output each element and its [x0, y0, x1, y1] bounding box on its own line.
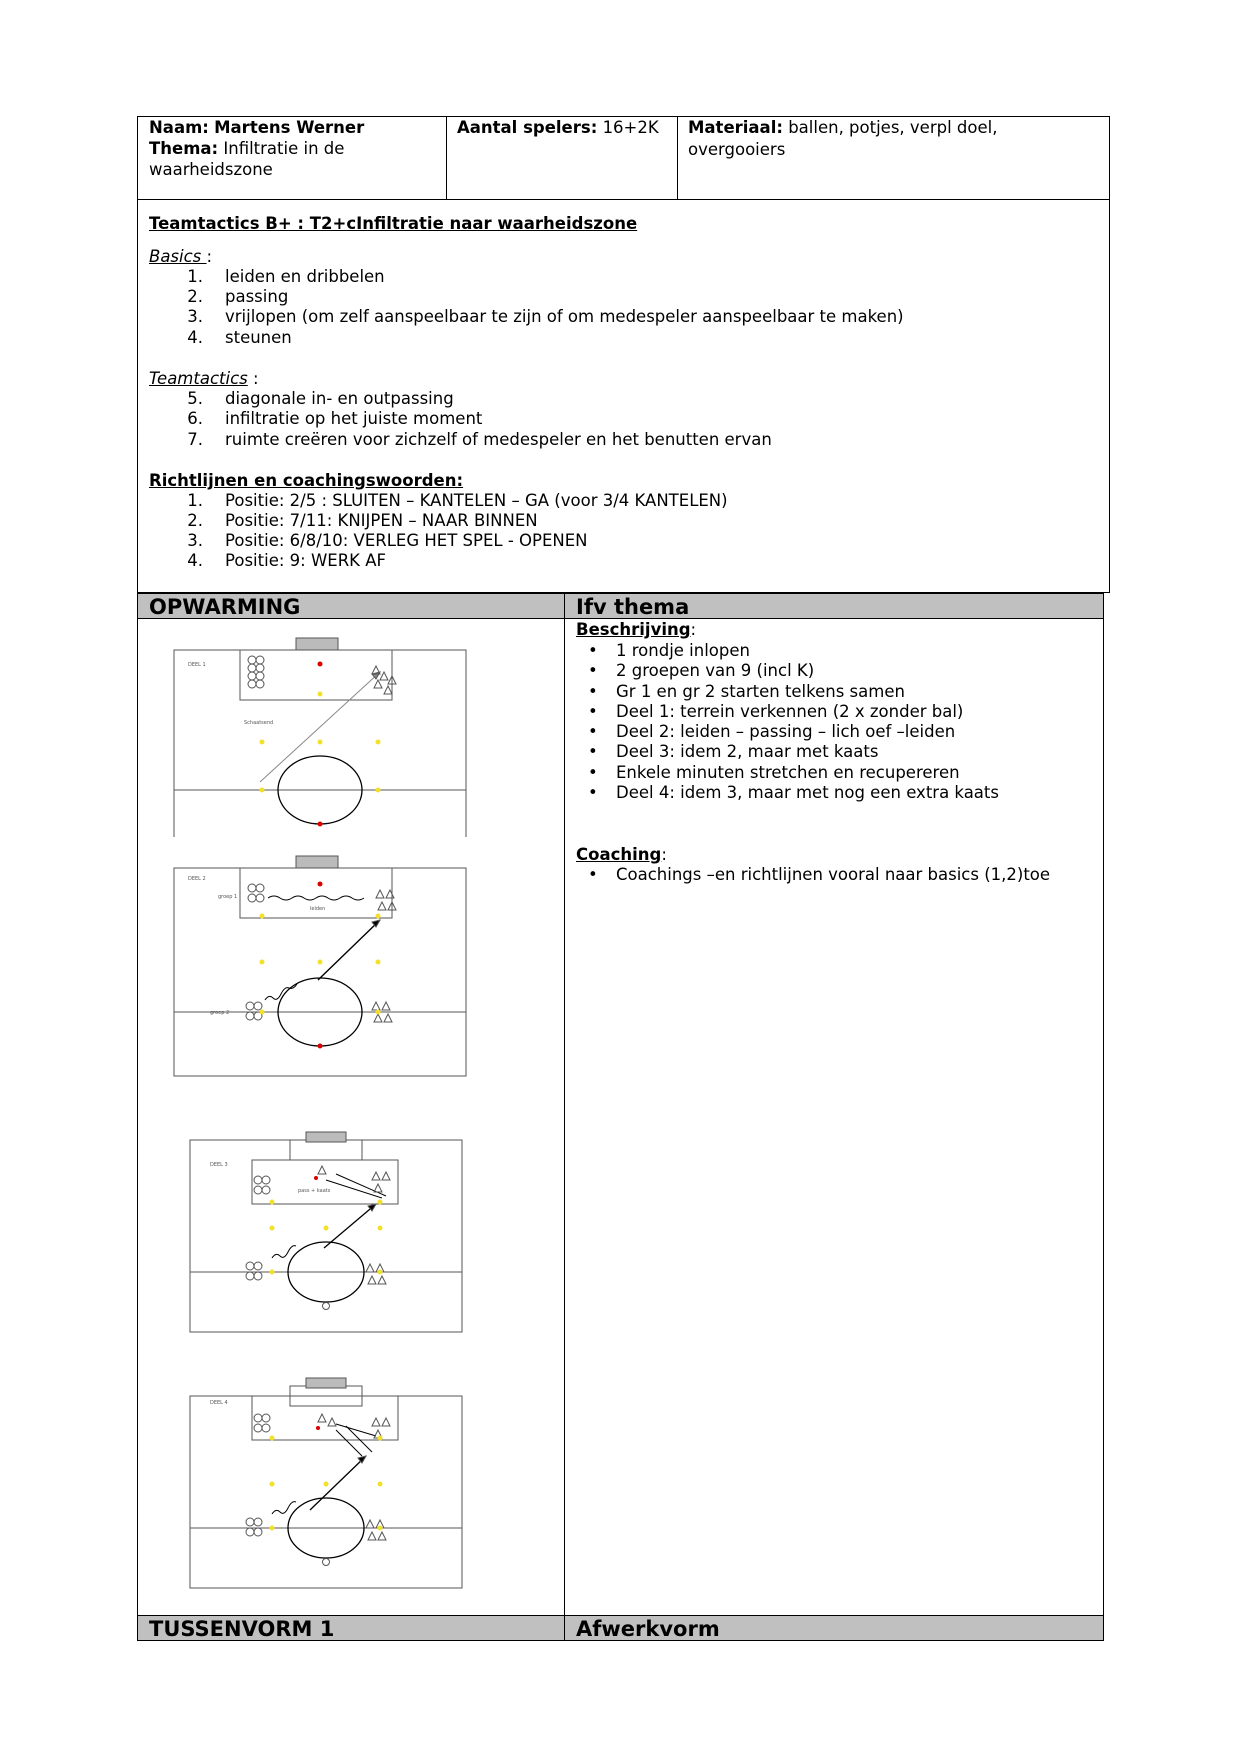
list-item: • Deel 2: leiden – passing – lich oef –leiden — [576, 722, 999, 742]
list-number: 4. — [187, 328, 203, 347]
diagram-label: Schaatsend — [244, 720, 274, 726]
materiaal-value: ballen, potjes, verpl doel, — [788, 118, 998, 137]
list-item: • 1 rondje inlopen — [576, 641, 999, 661]
diagram-label: groep 1 — [218, 894, 238, 900]
list-item: • Deel 3: idem 2, maar met kaats — [576, 742, 999, 762]
list-text: ruimte creëren voor zichzelf of medespeler en het benutten ervan — [225, 430, 772, 449]
list-number: 2. — [187, 511, 203, 530]
basics-colon: : — [206, 247, 213, 266]
list-number: 5. — [187, 389, 203, 408]
diagram-deel-4 — [186, 1372, 466, 1592]
naam-label: Naam: — [149, 118, 209, 137]
afwerkvorm-title: Afwerkvorm — [576, 1617, 720, 1641]
materiaal-value-2: overgooiers — [688, 140, 786, 159]
beschrijving-label: Beschrijving — [576, 620, 691, 639]
diagram-label: DEEL 4 — [210, 1400, 228, 1406]
list-number: 3. — [187, 531, 203, 550]
beschrijving-colon: : — [690, 620, 697, 639]
beschrijving-list — [576, 641, 999, 803]
list-item: • Enkele minuten stretchen en recupereren — [576, 763, 999, 783]
beschrijving-heading — [576, 620, 696, 640]
opwarming-title: OPWARMING — [149, 595, 301, 619]
diagram-label: DEEL 1 — [188, 662, 206, 668]
coaching-label: Coaching — [576, 845, 662, 864]
naam-value: Martens Werner — [214, 118, 365, 137]
thema-line — [149, 139, 344, 159]
thema-value: Infiltratie in de — [223, 139, 345, 158]
spelers-line — [457, 118, 659, 138]
list-text: steunen — [225, 328, 292, 347]
diagram-label: pass + kaats — [298, 1188, 331, 1194]
tussenvorm-title: TUSSENVORM 1 — [149, 1617, 335, 1641]
coaching-colon: : — [661, 845, 667, 864]
header-divider-1 — [446, 116, 447, 200]
diagram-label: DEEL 3 — [210, 1162, 228, 1168]
naam-line — [149, 118, 364, 138]
list-number: 1. — [187, 267, 203, 286]
list-item: • Gr 1 en gr 2 starten telkens samen — [576, 682, 999, 702]
list-text: vrijlopen (om zelf aanspeelbaar te zijn of om medespeler aanspeelbaar te maken) — [225, 307, 904, 326]
list-text: Positie: 7/11: KNIJPEN – NAAR BINNEN — [225, 511, 538, 530]
thema-value-2: waarheidszone — [149, 160, 273, 179]
list-number: 4. — [187, 551, 203, 570]
teamtactics-colon: : — [247, 369, 259, 388]
list-number: 2. — [187, 287, 203, 306]
list-item: • Deel 4: idem 3, maar met nog een extra kaats — [576, 783, 999, 803]
diagram-deel-3 — [186, 1128, 466, 1338]
richtlijnen-heading: Richtlijnen en coachingswoorden: — [149, 471, 464, 490]
list-text: diagonale in- en outpassing — [225, 389, 454, 408]
list-text: Positie: 9: WERK AF — [225, 551, 386, 570]
diagram-deel-1 — [170, 632, 470, 842]
overview-title: Teamtactics B+ : T2+cInfiltratie naar waarheidszone — [149, 214, 638, 233]
materiaal-label: Materiaal: — [688, 118, 783, 137]
list-item: • Coachings –en richtlijnen vooral naar basics (1,2)toe — [576, 865, 1050, 885]
spelers-value: 16+2K — [602, 118, 659, 137]
coaching-heading — [576, 845, 667, 865]
list-number: 1. — [187, 491, 203, 510]
diagram-label: groep 2 — [210, 1010, 230, 1016]
list-number: 3. — [187, 307, 203, 326]
diagram-deel-2 — [170, 850, 470, 1080]
list-text: infiltratie op het juiste moment — [225, 409, 483, 428]
diagram-label: leiden — [310, 906, 326, 912]
list-item: • 2 groepen van 9 (incl K) — [576, 661, 999, 681]
list-text: Positie: 2/5 : SLUITEN – KANTELEN – GA (voor 3/4 KANTELEN) — [225, 491, 728, 510]
header-divider-2 — [677, 116, 678, 200]
basics-label: Basics — [149, 247, 207, 266]
list-number: 6. — [187, 409, 203, 428]
thema-label: Thema: — [149, 139, 219, 158]
spelers-label: Aantal spelers: — [457, 118, 598, 137]
list-text: leiden en dribbelen — [225, 267, 385, 286]
materiaal-line — [688, 118, 997, 138]
list-text: passing — [225, 287, 289, 306]
list-number: 7. — [187, 430, 203, 449]
diagram-label: DEEL 2 — [188, 876, 206, 882]
list-text: Positie: 6/8/10: VERLEG HET SPEL - OPENEN — [225, 531, 588, 550]
coaching-list — [576, 865, 1050, 885]
teamtactics-label: Teamtactics — [149, 369, 248, 388]
basics-heading — [149, 247, 212, 267]
list-item: • Deel 1: terrein verkennen (2 x zonder bal) — [576, 702, 999, 722]
ifv-thema-title: Ifv thema — [576, 595, 690, 619]
teamtactics-heading — [149, 369, 259, 389]
